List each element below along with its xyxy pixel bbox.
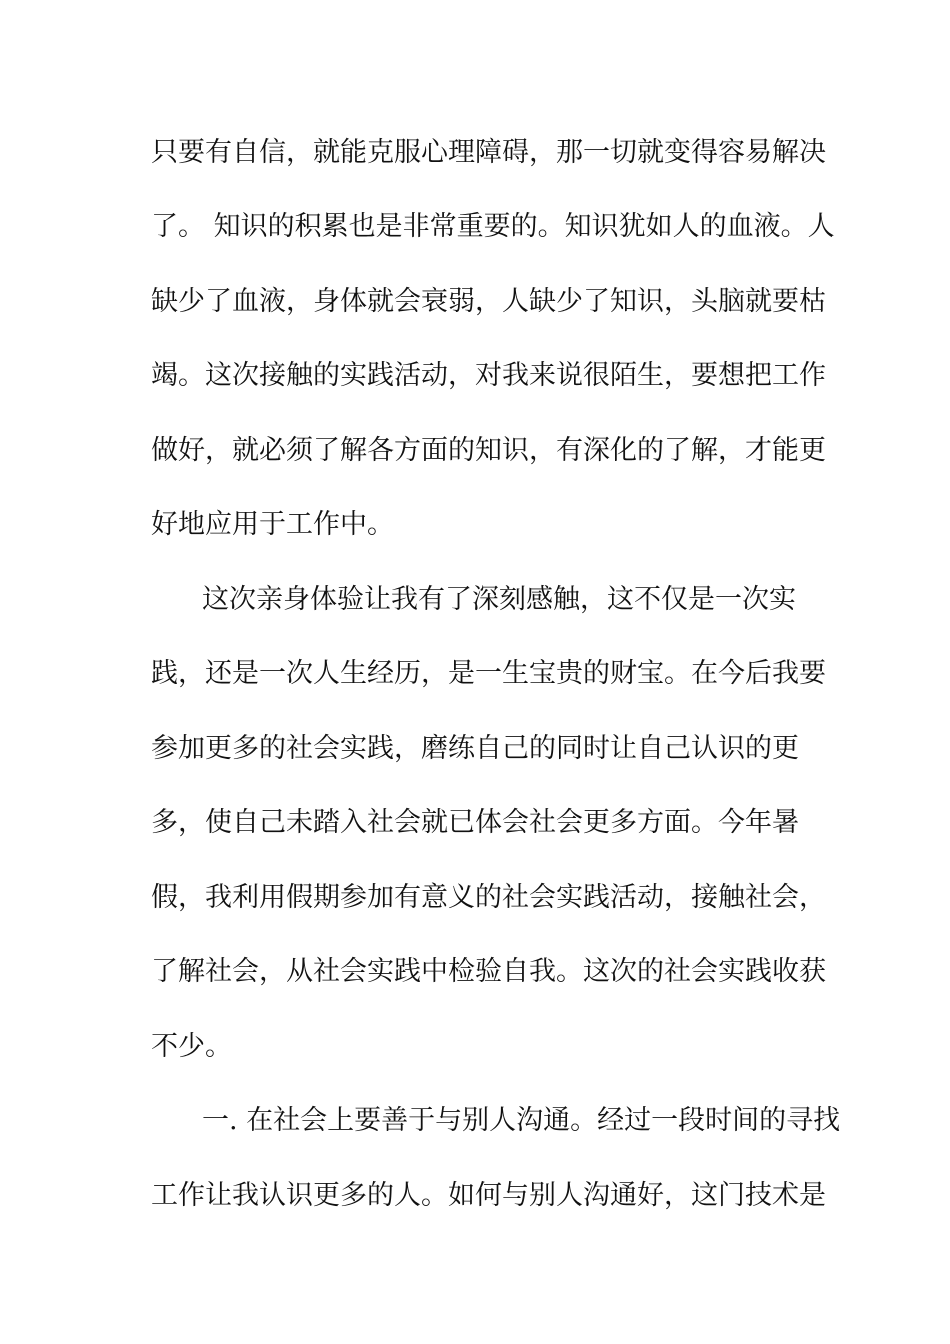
text-line: 践，还是一次人生经历，是一生宝贵的财宝。在今后我要 (151, 658, 826, 689)
paragraph-first-line: 一. 在社会上要善于与别人沟通。经过一段时间的寻找 (202, 1105, 841, 1136)
text-line: 好地应用于工作中。 (151, 509, 394, 540)
text-line: 工作让我认识更多的人。如何与别人沟通好，这门技术是 (151, 1180, 826, 1211)
text-line: 参加更多的社会实践，磨练自己的同时让自己认识的更 (151, 733, 799, 764)
text-line: 多，使自己未踏入社会就已体会社会更多方面。今年暑 (151, 807, 799, 838)
text-line: 缺少了血液，身体就会衰弱，人缺少了知识，头脑就要枯 (151, 286, 826, 317)
text-line: 做好，就必须了解各方面的知识，有深化的了解，才能更 (151, 435, 826, 466)
paragraph-first-line: 这次亲身体验让我有了深刻感触，这不仅是一次实 (202, 584, 796, 615)
text-line: 假，我利用假期参加有意义的社会实践活动，接触社会， (151, 882, 826, 913)
text-line: 了。 知识的积累也是非常重要的。知识犹如人的血液。人 (151, 211, 835, 242)
text-line: 竭。这次接触的实践活动，对我来说很陌生，要想把工作 (151, 360, 826, 391)
text-line: 了解社会，从社会实践中检验自我。这次的社会实践收获 (151, 956, 826, 987)
text-line: 只要有自信，就能克服心理障碍，那一切就变得容易解决 (151, 137, 826, 168)
text-line: 不少。 (151, 1031, 232, 1062)
